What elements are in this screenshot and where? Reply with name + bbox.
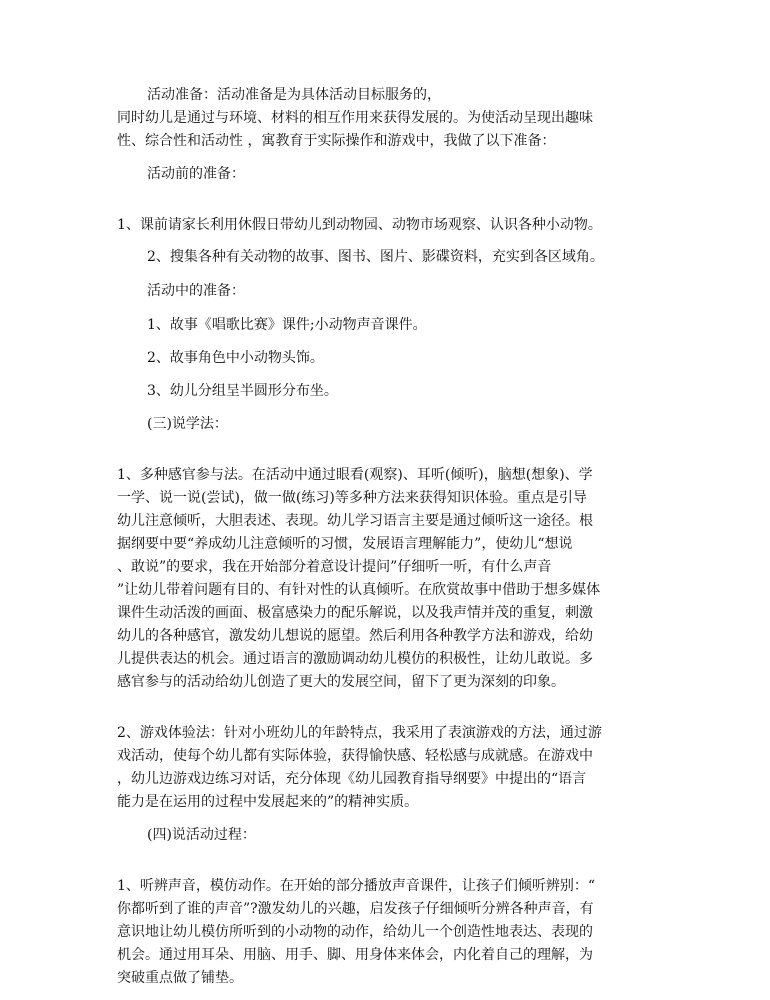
- prep-intro-line: 活动准备：活动准备是为具体活动目标服务的，: [147, 87, 441, 103]
- game-paragraph-line: 能力是在运用的过程中发展起来的”的精神实质。: [117, 794, 419, 810]
- process-paragraph-line: 你都听到了谁的声音”?激发幼儿的兴趣，启发孩子仔细倾听分辨各种声音，有: [117, 901, 594, 917]
- prep-text-line: 性、综合性和活动性 ，寓教育于实际操作和游戏中，我做了以下准备：: [117, 133, 556, 149]
- method-paragraph-line: 感官参与的活动给幼儿创造了更大的发展空间，留下了更为深刻的印象。: [117, 674, 565, 690]
- method-paragraph-line: 1、多种感官参与法。在活动中通过眼看(观察)、耳听(倾听)，脑想(想象)、学: [117, 467, 593, 483]
- prep-text-line: 同时幼儿是通过与环境、材料的相互作用来获得发展的。为使活动呈现出趣味: [117, 110, 593, 126]
- method-paragraph-line: ”让幼儿带着问题有目的、有针对性的认真倾听。在欣赏故事中借助于想多媒体: [117, 582, 601, 598]
- game-paragraph-line: 2、游戏体验法：针对小班幼儿的年龄特点，我采用了表演游戏的方法，通过游: [117, 725, 602, 741]
- method-paragraph-line: 儿提供表达的机会。通过语言的激励调动幼儿模仿的积极性，让幼儿敢说。多: [117, 651, 593, 667]
- before-prep-item: 1、课前请家长利用休假日带幼儿到动物园、动物市场观察、认识各种小动物。: [117, 217, 602, 233]
- method-paragraph-line: 据纲要中要“养成幼儿注意倾听的习惯，发展语言理解能力”，使幼儿“想说: [117, 536, 573, 552]
- method-paragraph-line: 一学、说一说(尝试)，做一做(练习)等多种方法来获得知识体验。重点是引导: [117, 490, 587, 506]
- method-paragraph-line: 幼儿注意倾听，大胆表述、表现。幼儿学习语言主要是通过倾听这一途径。根: [117, 513, 593, 529]
- method-paragraph-line: 幼儿的各种感官，激发幼儿想说的愿望。然后利用各种教学方法和游戏，给幼: [117, 628, 593, 644]
- during-prep-item: 2、故事角色中小动物头饰。: [147, 350, 324, 366]
- before-prep-item: 2、搜集各种有关动物的故事、图书、图片、影碟资料，充实到各区域角。: [147, 249, 604, 265]
- game-paragraph-line: ，幼儿边游戏边练习对话，充分体现《幼儿园教育指导纲要》中提出的“语言: [117, 771, 587, 787]
- during-prep-item: 1、故事《唱歌比赛》课件;小动物声音课件。: [147, 317, 427, 333]
- process-paragraph-line: 意识地让幼儿模仿所听到的小动物的动作，给幼儿一个创造性地表达、表现的: [117, 924, 593, 940]
- process-paragraph-line: 1、听辨声音，模仿动作。在开始的部分播放声音课件，让孩子们倾听辨别：“: [117, 878, 596, 894]
- section-heading: (三)说学法：: [147, 416, 228, 432]
- game-paragraph-line: 戏活动，使每个幼儿都有实际体验，获得愉快感、轻松感与成就感。在游戏中: [117, 748, 593, 764]
- section-heading: (四)说活动过程：: [147, 827, 256, 843]
- method-paragraph-line: 课件生动活泼的画面、极富感染力的配乐解说，以及我声情并茂的重复，刺激: [117, 605, 593, 621]
- process-paragraph-line: 突破重点做了铺垫。: [117, 970, 243, 986]
- method-paragraph-line: 、敢说”的要求，我在开始部分着意设计提问”仔细听一听，有什么声音: [117, 559, 552, 575]
- during-prep-item: 3、幼儿分组呈半圆形分布坐。: [147, 383, 338, 399]
- process-paragraph-line: 机会。通过用耳朵、用脑、用手、脚、用身体来体会，内化着自己的理解，为: [117, 947, 593, 963]
- before-prep-heading: 活动前的准备：: [147, 166, 245, 182]
- during-prep-heading: 活动中的准备：: [147, 283, 245, 299]
